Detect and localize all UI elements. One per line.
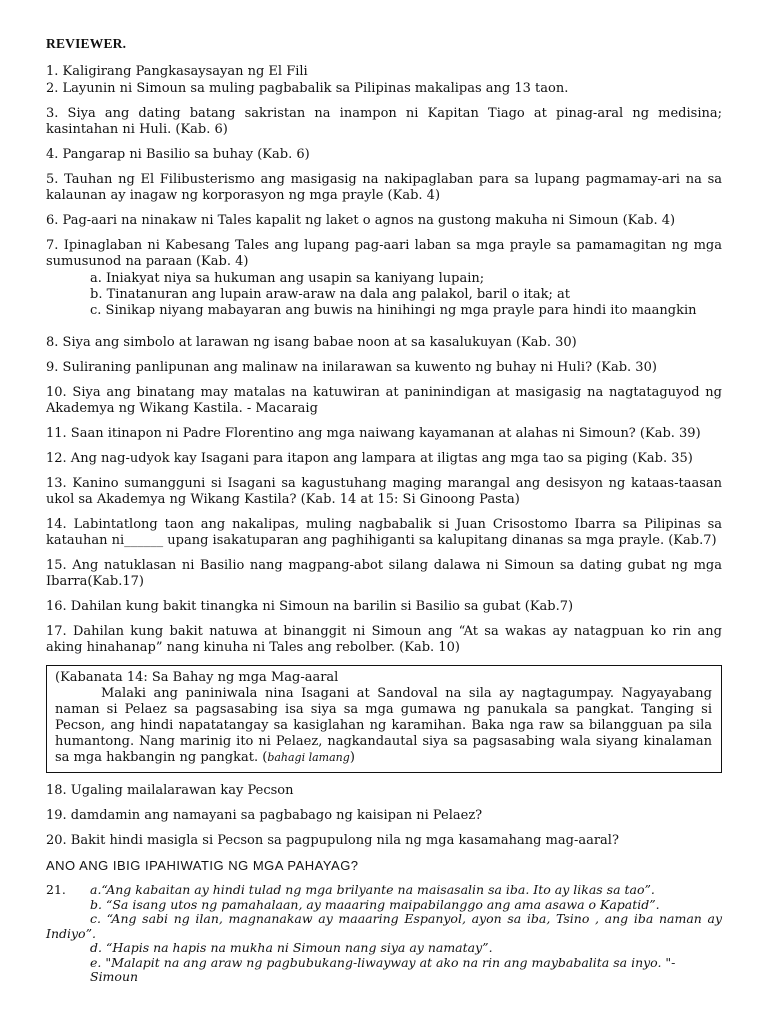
passage-heading: (Kabanata 14: Sa Bahay ng mga Mag-aaral bbox=[55, 670, 339, 685]
question-7-option-c: c. Sinikap niyang mabayaran ang buwis na hinihingi ng mga prayle para hindi ito maangkin bbox=[90, 303, 697, 318]
passage-close: ) bbox=[349, 750, 355, 765]
passage-text: Malaki ang paniniwala nina Isagani at Sandoval na sila ay nagtagumpay. Nagyayabang naman si Pelaez sa pagsasabing isa siya sa mga gumawa ng panukala sa pangkat. Tanging si Pecson, ang hindi napatatangay sa kasiglahan ng karamihan. Baka nga raw sa bilangguan pa sila humantong. Nang marinig ito ni Pelaez, nagkandautal siya sa pagsasabing wala siyang kinalaman sa mga hakbangin ng pangkat. ( bbox=[55, 686, 712, 765]
question-19: 19. damdamin ang namayani sa pagbabago ng kaisipan ni Pelaez? bbox=[46, 808, 483, 823]
question-13: 13. Kanino sumangguni si Isagani sa kagustuhang maging marangal ang desisyon ng kataas-taasan ukol sa Akademya ng Wikang Kastila? (Kab. 14 at 15: Si Ginoong Pasta) bbox=[46, 476, 722, 507]
question-15: 15. Ang natuklasan ni Basilio nang magpang-abot silang dalawa ni Simoun sa dating gubat ng mga Ibarra(Kab.17) bbox=[46, 558, 722, 589]
question-20: 20. Bakit hindi masigla si Pecson sa pagpupulong nila ng mga kasamahang mag-aaral? bbox=[46, 833, 619, 848]
question-5: 5. Tauhan ng El Filibusterismo ang masigasig na nakipaglaban para sa lupang pagmamay-ari na sa kalaunan ay inagaw ng korporasyon ng mga prayle (Kab. 4) bbox=[46, 172, 722, 203]
question-21-a: a.“Ang kabaitan ay hindi tulad ng mga brilyante na maisasalin sa iba. Ito ay likas sa tao”. bbox=[90, 882, 655, 897]
question-21-b: b. “Sa isang utos ng pamahalaan, ay maaaring maipabilanggo ang ama asawa o Kapatid”. bbox=[90, 896, 660, 912]
question-3: 3. Siya ang dating batang sakristan na inampon ni Kapitan Tiago at pinag-aral ng medisina; kasintahan ni Huli. (Kab. 6) bbox=[46, 106, 722, 137]
section-heading: ANO ANG IBIG IPAHIWATIG NG MGA PAHAYAG? bbox=[46, 858, 359, 873]
question-11: 11. Saan itinapon ni Padre Florentino ang mga naiwang kayamanan at alahas ni Simoun? (Kab. 39) bbox=[46, 426, 701, 441]
question-21 bbox=[46, 883, 722, 985]
question-21-number: 21. bbox=[46, 882, 66, 897]
question-7-option-a: a. Iniakyat niya sa hukuman ang usapin sa kaniyang lupain; bbox=[90, 271, 485, 286]
question-21-c: c. “Ang sabi ng ilan, magnanakaw ay maaaring Espanyol, ayon sa iba, Tsino , ang iba naman ay Indiyo”. bbox=[46, 911, 722, 941]
question-21-first-row bbox=[46, 883, 722, 898]
question-21-d: d. “Hapis na hapis na mukha ni Simoun nang siya ay namatay”. bbox=[90, 940, 493, 955]
question-2: 2. Layunin ni Simoun sa muling pagbabalik sa Pilipinas makalipas ang 13 taon. bbox=[46, 81, 569, 96]
question-17: 17. Dahilan kung bakit natuwa at binanggit ni Simoun ang “At sa wakas ay natagpuan ko rin ang aking hinahanap” nang kinuha ni Tales ang rebolber. (Kab. 10) bbox=[46, 624, 722, 655]
question-18: 18. Ugaling mailalarawan kay Pecson bbox=[46, 783, 294, 798]
passage-box bbox=[46, 665, 722, 773]
question-8: 8. Siya ang simbolo at larawan ng isang babae noon at sa kasalukuyan (Kab. 30) bbox=[46, 335, 577, 350]
question-14: 14. Labintatlong taon ang nakalipas, muling nagbabalik si Juan Crisostomo Ibarra sa Pilipinas sa katauhan ni______ upang isakatuparan ang paghihiganti sa kalupitang dinanas sa mga prayle. (Kab.7) bbox=[46, 517, 722, 548]
question-10: 10. Siya ang binatang may matalas na katuwiran at paninindigan at masigasig na nagtataguyod ng Akademya ng Wikang Kastila. - Macaraig bbox=[46, 385, 722, 416]
passage-note: bahagi lamang bbox=[267, 751, 350, 764]
page-title: REVIEWER. bbox=[46, 36, 127, 51]
question-1: 1. Kaligirang Pangkasaysayan ng El Fili bbox=[46, 64, 308, 79]
question-12: 12. Ang nag-udyok kay Isagani para itapon ang lampara at iligtas ang mga tao sa piging (Kab. 35) bbox=[46, 451, 693, 466]
question-16: 16. Dahilan kung bakit tinangka ni Simoun na barilin si Basilio sa gubat (Kab.7) bbox=[46, 599, 574, 614]
reviewer-page bbox=[46, 36, 722, 985]
question-4: 4. Pangarap ni Basilio sa buhay (Kab. 6) bbox=[46, 147, 310, 162]
question-6: 6. Pag-aari na ninakaw ni Tales kapalit ng laket o agnos na gustong makuha ni Simoun (Kab. 4) bbox=[46, 213, 676, 228]
question-9: 9. Suliraning panlipunan ang malinaw na inilarawan sa kuwento ng buhay ni Huli? (Kab. 30) bbox=[46, 360, 657, 375]
question-21-e: e. "Malapit na ang araw ng pagbubukang-liwayway at ako na rin ang maybabalita sa inyo. "- Simoun bbox=[90, 954, 676, 984]
question-7: 7. Ipinaglaban ni Kabesang Tales ang lupang pag-aari laban sa mga prayle sa pamamagitan ng mga sumusunod na paraan (Kab. 4) bbox=[46, 238, 722, 269]
passage-body bbox=[55, 686, 712, 766]
question-7-option-b: b. Tinatanuran ang lupain araw-araw na dala ang palakol, baril o itak; at bbox=[90, 287, 571, 302]
